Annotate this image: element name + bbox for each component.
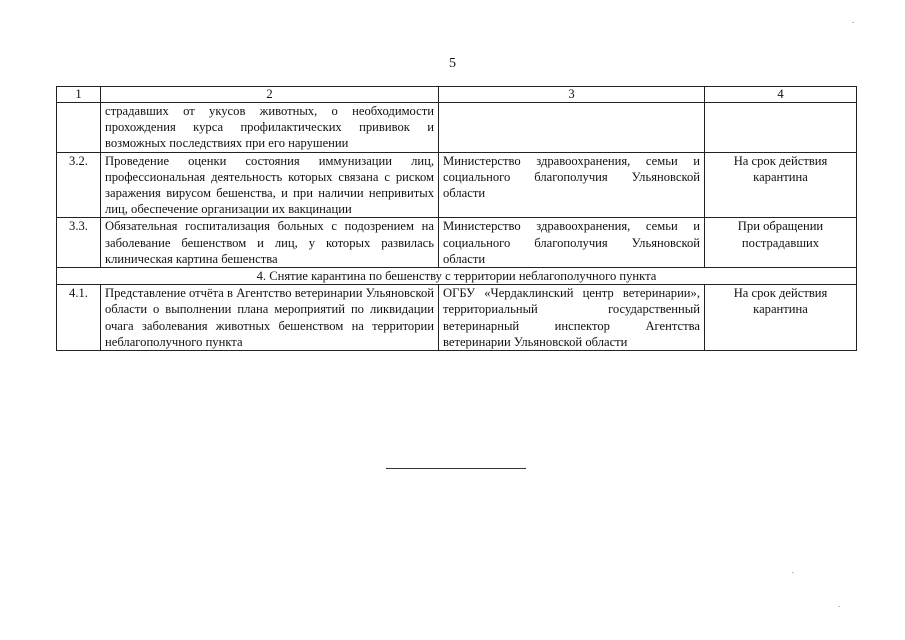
- table-row: [57, 285, 857, 351]
- section-title: 4. Снятие карантина по бешенству с территории неблагополучного пункта: [57, 268, 857, 285]
- end-separator-line: [386, 468, 526, 469]
- row-term: На срок действия карантина: [705, 285, 857, 351]
- table-row: [57, 103, 857, 153]
- row-term: На срок действия карантина: [705, 152, 857, 218]
- header-col-1: 1: [57, 87, 101, 103]
- header-col-3: 3: [439, 87, 705, 103]
- row-number: 4.1.: [57, 285, 101, 351]
- row-action: Представление отчёта в Агентство ветеринарии Ульяновской области о выполнении плана мероприятий по ликвидации очага заболевания животных бешенством на территории неблагополучного пункта: [101, 285, 439, 351]
- row-responsible: ОГБУ «Чердаклинский центр ветеринарии», территориальный государственный ветеринарный инспектор Агентства ветеринарии Ульяновской области: [439, 285, 705, 351]
- header-col-2: 2: [101, 87, 439, 103]
- table-header-row: [57, 87, 857, 103]
- row-number: 3.3.: [57, 218, 101, 268]
- scan-speck: [852, 22, 854, 23]
- row-number: [57, 103, 101, 153]
- row-term: [705, 103, 857, 153]
- scan-speck: [838, 606, 840, 607]
- row-responsible: [439, 103, 705, 153]
- row-action: Обязательная госпитализация больных с подозрением на заболевание бешенством и лиц, у которых развилась клиническая картина бешенства: [101, 218, 439, 268]
- table-row: [57, 152, 857, 218]
- row-term: При обращении пострадавших: [705, 218, 857, 268]
- header-col-4: 4: [705, 87, 857, 103]
- table-row: [57, 218, 857, 268]
- scan-speck: [792, 572, 794, 573]
- measures-table: [56, 86, 857, 351]
- page-number: 5: [449, 56, 456, 71]
- row-action: Проведение оценки состояния иммунизации лиц, профессиональная деятельность которых связана с риском заражения вирусом бешенства, и при наличии непривитых лиц, обеспечение организации их вакцинации: [101, 152, 439, 218]
- row-responsible: Министерство здравоохранения, семьи и социального благополучия Ульяновской области: [439, 152, 705, 218]
- section-row: [57, 268, 857, 285]
- row-action: страдавших от укусов животных, о необходимости прохождения курса профилактических прививок и возможных последствиях при его нарушении: [101, 103, 439, 153]
- row-number: 3.2.: [57, 152, 101, 218]
- row-responsible: Министерство здравоохранения, семьи и социального благополучия Ульяновской области: [439, 218, 705, 268]
